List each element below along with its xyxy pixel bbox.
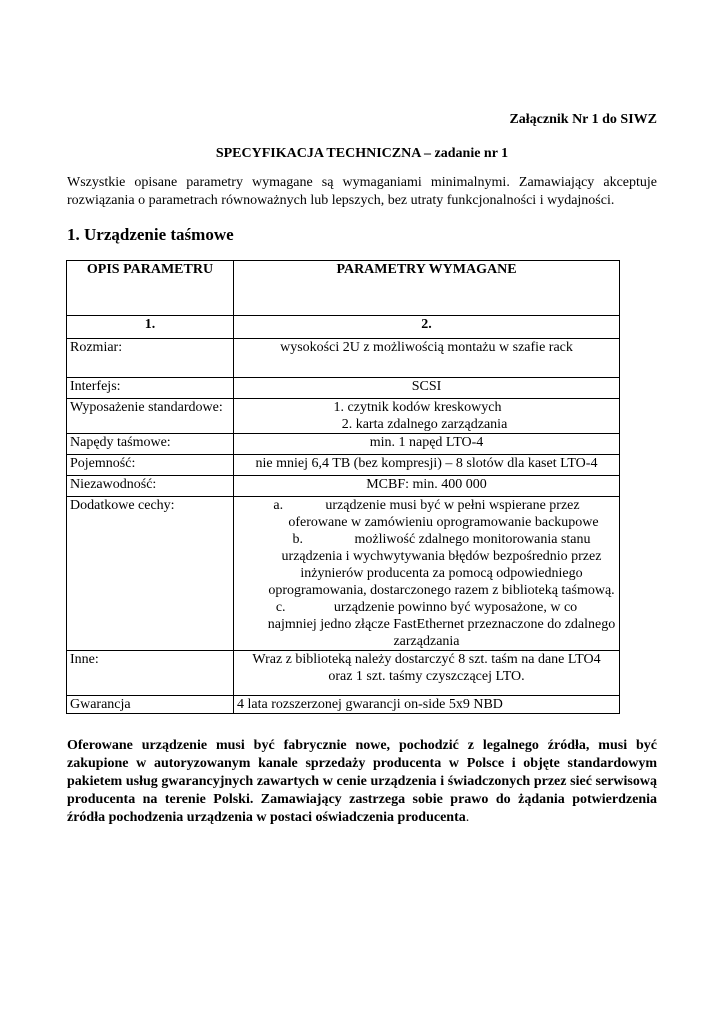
table-number-row: [67, 316, 620, 339]
intro-paragraph: Wszystkie opisane parametry wymagane są wymaganiami minimalnymi. Zamawiający akceptuje rozwiązania o parametrach równoważnych lub lepszych, bez utraty funkcjonalności i wydajności.: [67, 175, 657, 208]
feature-text: oferowane w zamówieniu oprogramowanie backupowe: [288, 515, 599, 530]
feature-text: najmniej jedno złącze FastEthernet przeznaczone do zdalnego zarządzania: [267, 617, 616, 649]
row-value-rozmiar: wysokości 2U z możliwością montażu w szafie rack: [234, 339, 620, 378]
document-title: SPECYFIKACJA TECHNICZNA – zadanie nr 1: [215, 146, 509, 161]
column-number-1: 1.: [67, 316, 234, 339]
header-parametry-wymagane: PARAMETRY WYMAGANE: [234, 261, 620, 316]
row-value-pojemnosc: nie mniej 6,4 TB (bez kompresji) – 8 slotów dla kaset LTO-4: [234, 455, 620, 476]
row-value-napedy: min. 1 napęd LTO-4: [234, 434, 620, 455]
feature-text: urządzenie musi być w pełni wspierane przez: [325, 498, 580, 513]
row-label-pojemnosc: Pojemność:: [67, 455, 234, 476]
feature-text: urządzenie powinno być wyposażone, w co: [333, 600, 578, 615]
row-label-dodatkowe: Dodatkowe cechy:: [67, 497, 234, 651]
row-label-rozmiar: Rozmiar:: [67, 339, 234, 378]
table-header-row: [67, 261, 620, 316]
footer-note-dot: .: [465, 810, 470, 825]
table-row: [67, 497, 620, 651]
table-row: [67, 455, 620, 476]
list-item: 1. czytnik kodów kreskowych: [333, 400, 502, 415]
row-label-napedy: Napędy taśmowe:: [67, 434, 234, 455]
feature-item-a: [237, 497, 616, 531]
specification-table: [66, 260, 620, 714]
feature-marker: c.: [275, 600, 286, 615]
row-value-inne: [234, 651, 620, 696]
feature-item-c: [237, 599, 616, 650]
row-value-niezawodnosc: MCBF: min. 400 000: [234, 476, 620, 497]
row-value-dodatkowe: [234, 497, 620, 651]
list-item: 2. karta zdalnego zarządzania: [341, 417, 508, 432]
table-row: [67, 378, 620, 399]
equipment-list: [237, 399, 616, 433]
row-value-interfejs: SCSI: [234, 378, 620, 399]
table-row: [67, 696, 620, 714]
footer-note: [67, 737, 657, 827]
table-row: [67, 651, 620, 696]
table-row: [67, 434, 620, 455]
row-label-interfejs: Interfejs:: [67, 378, 234, 399]
footer-note-text: Oferowane urządzenie musi być fabrycznie nowe, pochodzić z legalnego źródła, musi być zakupione w autoryzowanym kanale sprzedaży producenta w Polsce i objęte standardowym pakietem usług gwarancyjnych zawartych w cenie urządzenia i świadczonych przez sieć serwisową producenta na terenie Polski. Zamawiający zastrzega sobie prawo do żądania potwierdzenia źródła pochodzenia urządzenia w postaci oświadczenia producenta: [67, 738, 657, 825]
feature-text: możliwość zdalnego monitorowania stanu: [354, 532, 591, 547]
header-opis-parametru: OPIS PARAMETRU: [67, 261, 234, 316]
attachment-label: Załącznik Nr 1 do SIWZ: [509, 112, 657, 127]
inne-line-1: Wraz z biblioteką należy dostarczyć 8 szt. taśm na dane LTO4: [252, 652, 601, 667]
row-label-wyposazenie: Wyposażenie standardowe:: [67, 399, 234, 434]
feature-item-b: [237, 531, 616, 599]
inne-line-2: oraz 1 szt. taśmy czyszczącej LTO.: [328, 669, 525, 684]
row-label-inne: Inne:: [67, 651, 234, 696]
table-row: [67, 476, 620, 497]
table-row: [67, 399, 620, 434]
feature-marker: a.: [273, 498, 284, 513]
feature-text: urządzenia i wychwytywania błędów bezpośrednio przez inżynierów producenta za pomocą odpowiedniego oprogramowania, dostarczonego razem z biblioteką taśmową.: [268, 549, 615, 598]
feature-marker: b.: [292, 532, 303, 547]
table-row: [67, 339, 620, 378]
section-heading: 1. Urządzenie taśmowe: [67, 225, 234, 244]
column-number-2: 2.: [234, 316, 620, 339]
row-value-gwarancja: 4 lata rozszerzonej gwarancji on-side 5x9 NBD: [234, 696, 620, 714]
row-value-wyposazenie: [234, 399, 620, 434]
row-label-gwarancja: Gwarancja: [67, 696, 234, 714]
row-label-niezawodnosc: Niezawodność:: [67, 476, 234, 497]
